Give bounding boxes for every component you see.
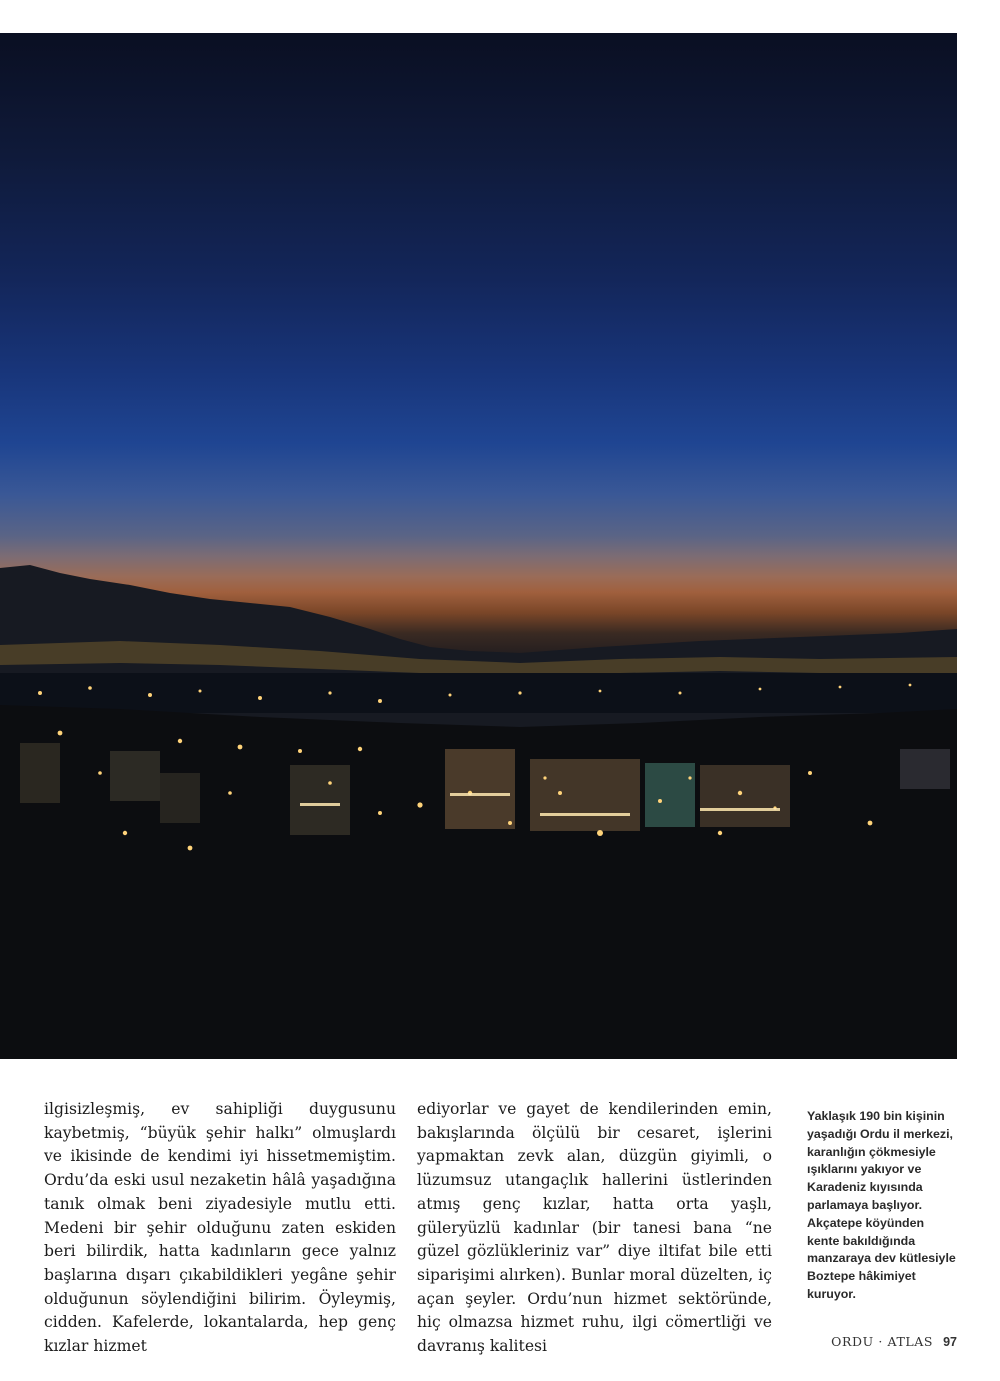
photo-caption: Yaklaşık 190 bin kişinin yaşadığı Ordu il merkezi, karanlığın çökmesiyle ışıklarını yakıyor ve Karadeniz kıyısında parlamaya başlıyor. Akçatepe köyünden kente bakıldığında manzaraya dev kütlesiyle Boztepe hâkimiyet kuruyor. [807,1109,956,1301]
article-paragraph: ediyorlar ve gayet de kendilerinden emin, bakışlarında ölçülü bir cesaret, işlerini yapmaktan zevk alan, düzgün giyimli, o lüzumsuz utangaçlık hallerini üstlerinden atmış genç kızlar, hatta orta yaşlı, güleryüzlü kadınlar (bir tanesi bana “ne güzel gözlükleriniz var” diye iltifat bile etti siparişimi alırken). Bunlar moral düzelten, iç açan şeyler. Ordu’nun hizmet sektöründe, hiç olmazsa hizmet ruhu, ilgi cömertliği ve davranış kalitesi [417,1100,772,1356]
page-number: 97 [943,1335,957,1349]
page-footer [831,1334,957,1349]
building [160,773,200,823]
night-cityscape-photo [0,33,957,1059]
cityscape-illustration [0,33,957,1059]
magazine-name: ORDU · ATLAS [831,1334,934,1349]
sea [0,673,957,713]
building [20,743,60,803]
building [290,765,350,835]
building [700,765,790,827]
article-paragraph: ilgisizleşmiş, ev sahipliği duygusunu kaybetmiş, “büyük şehir halkı” olmuşlardı ve ikisinde de kendimi iyi hissetmemiştim. Ordu’da eski usul nezaketin hâlâ yaşadığına tanık olmak beni ziyadesiyle mutlu etti. Medeni bir şehir olduğunu zaten eskiden beri bilirdik, hatta kadınların gece yalnız başlarına dışarı çıkabildikleri yegâne şehir olduğunun söylendiğini bilirim. Öyleymiş, cidden. Kafelerde, lokantalarda, hep genç kızlar hizmet [44,1100,396,1356]
building [530,759,640,831]
building [445,749,515,829]
article-column-1 [44,1098,396,1359]
building [110,751,160,801]
article-column-2 [417,1098,772,1359]
building [900,749,950,789]
building [645,763,695,827]
